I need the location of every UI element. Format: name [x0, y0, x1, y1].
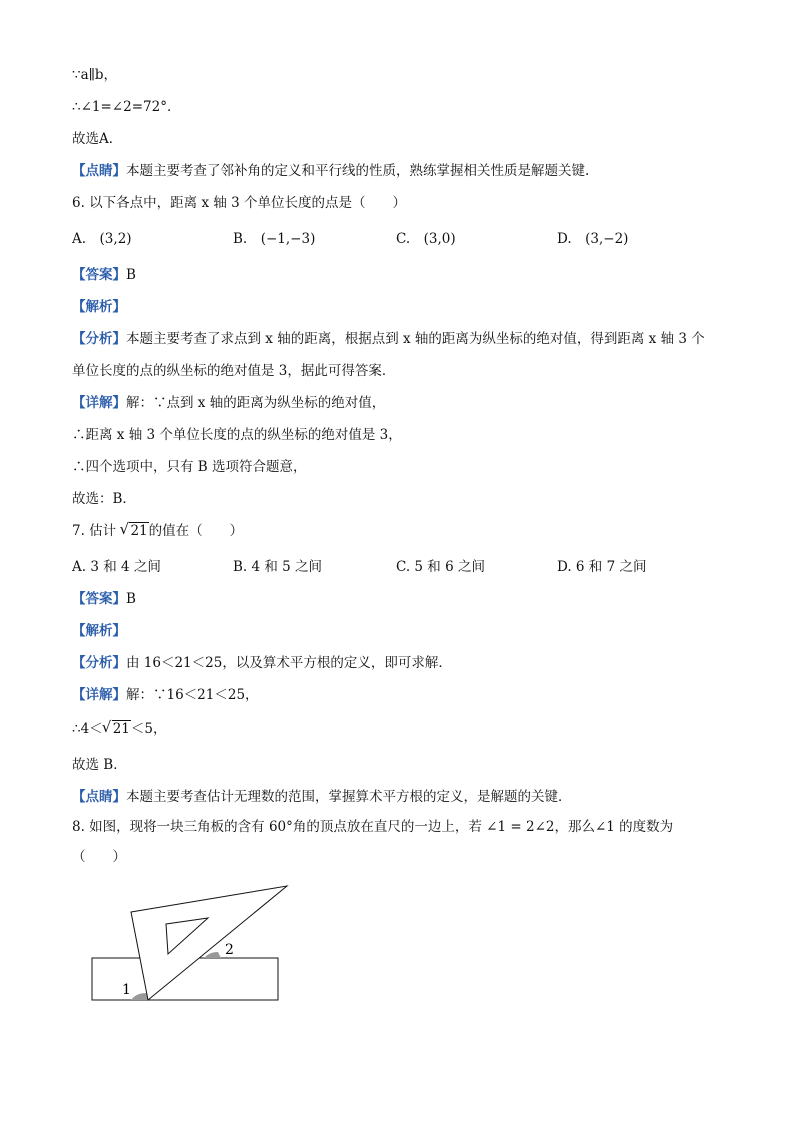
comment-text: 本题主要考查了邻补角的定义和平行线的性质，熟练掌握相关性质是解题关键. — [126, 163, 590, 179]
tag-fenxi: 【分析】 — [72, 655, 126, 671]
q7-answer — [72, 590, 136, 608]
label-1: 1 — [122, 982, 131, 998]
tag-jiexi: 【解析】 — [72, 623, 126, 639]
q6-option-a: A. (3,2) — [72, 231, 132, 247]
ineq-prefix: ∴4＜ — [72, 721, 103, 737]
answer-value: B — [126, 591, 136, 607]
tag-jiexi: 【解析】 — [72, 299, 126, 315]
tag-answer: 【答案】 — [72, 591, 126, 607]
triangle-ruler-figure — [88, 880, 318, 1010]
line-parallel: ∵a∥b， — [72, 67, 118, 83]
q7-prefix: 7. 估计 — [72, 523, 117, 539]
tag-answer: 【答案】 — [72, 267, 126, 283]
sqrt-21 — [103, 720, 131, 738]
question-6: 6. 以下各点中，距离 x 轴 3 个单位长度的点是（ ） — [72, 195, 407, 211]
q6-xiangjie-1 — [72, 394, 385, 412]
tag-xiangjie: 【详解】 — [72, 687, 126, 703]
question-8-paren: （ ） — [72, 849, 126, 865]
q7-xiangjie-1 — [72, 686, 259, 704]
tag-dianjing: 【点睛】 — [72, 163, 126, 179]
radicand: 21 — [130, 523, 148, 539]
q6-xiangjie-4: 故选：B． — [72, 491, 136, 507]
xiangjie-text: 解：∵点到 x 轴的距离为纵坐标的绝对值， — [126, 395, 386, 411]
q6-fenxi-2: 单位长度的点的纵坐标的绝对值是 3，据此可得答案． — [72, 363, 396, 379]
q6-option-b: B. (−1,−3) — [233, 231, 316, 247]
q7-suffix: 的值在（ ） — [148, 523, 244, 539]
q7-xiangjie-2 — [72, 720, 166, 738]
q6-xiangjie-2: ∴距离 x 轴 3 个单位长度的点的纵坐标的绝对值是 3， — [72, 427, 402, 443]
q7-option-a: A. 3 和 4 之间 — [72, 559, 161, 575]
tag-xiangjie: 【详解】 — [72, 395, 126, 411]
line-angles: ∴∠1=∠2=72°． — [72, 99, 181, 115]
q7-fenxi — [72, 654, 452, 672]
q6-answer — [72, 266, 136, 284]
q6-option-d: D. (3,−2) — [557, 231, 629, 247]
label-2: 2 — [225, 942, 234, 958]
fenxi-text: 由 16＜21＜25，以及算术平方根的定义，即可求解． — [126, 655, 452, 671]
q7-comment — [72, 788, 572, 806]
q7-xiangjie-3: 故选 B． — [72, 757, 127, 773]
xiangjie-text: 解：∵16＜21＜25， — [126, 687, 259, 703]
q6-analysis-tag — [72, 298, 126, 316]
q6-fenxi-1 — [72, 330, 705, 348]
fenxi-text: 本题主要考查了求点到 x 轴的距离，根据点到 x 轴的距离为纵坐标的绝对值，得到距离 x 轴 3 个 — [126, 331, 705, 347]
tag-fenxi: 【分析】 — [72, 331, 126, 347]
line-choose-a: 故选A． — [72, 131, 123, 147]
line-comment-q5 — [72, 162, 589, 180]
answer-value: B — [126, 267, 136, 283]
question-7 — [72, 522, 243, 540]
angle-2-arc — [204, 952, 221, 958]
sqrt-21 — [120, 522, 148, 540]
q7-analysis-tag — [72, 622, 126, 640]
radicand: 21 — [112, 721, 130, 737]
q7-option-c: C. 5 和 6 之间 — [396, 559, 485, 575]
q7-option-d: D. 6 和 7 之间 — [557, 559, 647, 575]
q6-option-c: C. (3,0) — [396, 231, 456, 247]
ineq-suffix: ＜5， — [130, 721, 167, 737]
comment-text: 本题主要考查估计无理数的范围，掌握算术平方根的定义，是解题的关键． — [126, 789, 572, 805]
q6-xiangjie-3: ∴四个选项中，只有 B 选项符合题意， — [72, 459, 307, 475]
q7-option-b: B. 4 和 5 之间 — [233, 559, 323, 575]
question-8: 8. 如图，现将一块三角板的含有 60°角的顶点放在直尺的一边上，若 ∠1 = 2∠2，那么∠1 的度数为 — [72, 819, 674, 835]
tag-dianjing: 【点睛】 — [72, 789, 126, 805]
